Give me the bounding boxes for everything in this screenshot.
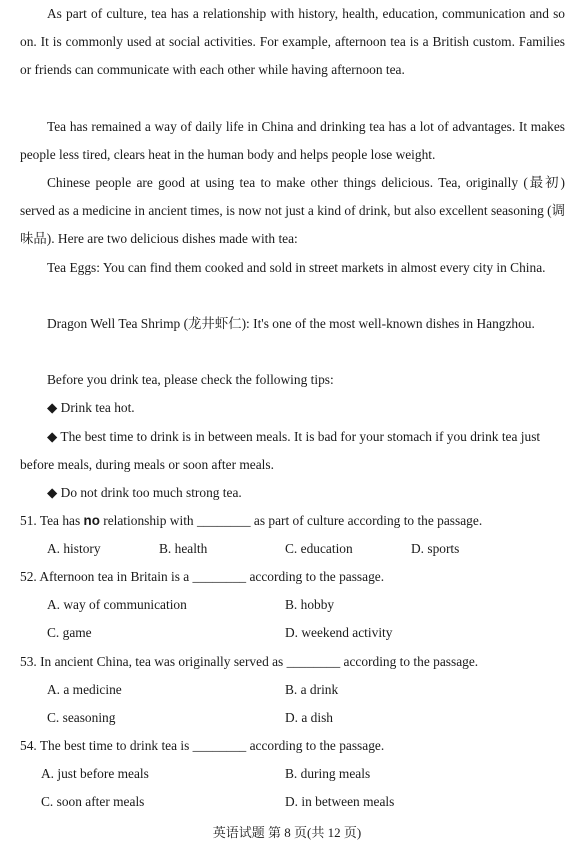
tip-2: ◆ The best time to drink is in between meals. It is bad for your stomach if you drink tea just before meals, during meals or soon after meals. — [20, 429, 541, 473]
passage-paragraph-1: As part of culture, tea has a relationship with history, health, education, communication and so on. It is commonly used at social activities. For example, afternoon tea is a British custom. Families or friends can communicate with each other while having afternoon tea. — [20, 6, 565, 78]
q54-option-b[interactable]: B. during meals — [285, 766, 371, 781]
question-51-text-post: relationship with ________ as part of culture according to the passage. — [99, 513, 483, 528]
question-51 — [20, 511, 565, 531]
passage-paragraph-4: Tea Eggs: You can find them cooked and sold in street markets in almost every city in China. — [47, 260, 546, 275]
passage-paragraph-6: Before you drink tea, please check the following tips: — [47, 372, 334, 387]
tip-3: ◆ Do not drink too much strong tea. — [47, 485, 242, 500]
page-footer: 英语试题 第 8 页(共 12 页) — [212, 825, 362, 840]
q51-option-d[interactable]: D. sports — [411, 541, 460, 556]
question-52: 52. Afternoon tea in Britain is a ________ according to the passage. — [20, 569, 385, 584]
q51-option-c[interactable]: C. education — [285, 541, 353, 556]
q53-option-b[interactable]: B. a drink — [285, 682, 339, 697]
q53-option-c[interactable]: C. seasoning — [47, 710, 116, 725]
q52-option-c[interactable]: C. game — [47, 625, 92, 640]
question-53: 53. In ancient China, tea was originally served as ________ according to the passage. — [20, 654, 479, 669]
passage-paragraph-3: Chinese people are good at using tea to make other things delicious. Tea, originally (最初) served as a medicine in ancient times, is now not just a kind of drink, but also excellent seasoning (调味品). Here are two delicious dishes made with tea: — [20, 175, 565, 247]
passage-paragraph-5: Dragon Well Tea Shrimp (龙井虾仁): It's one of the most well-known dishes in Hangzhou. — [47, 316, 535, 331]
passage-paragraph-2: Tea has remained a way of daily life in China and drinking tea has a lot of advantages. It makes people less tired, clears heat in the human body and helps people lose weight. — [20, 119, 565, 163]
q54-option-a[interactable]: A. just before meals — [41, 766, 149, 781]
q54-option-c[interactable]: C. soon after meals — [41, 794, 145, 809]
q51-option-a[interactable]: A. history — [47, 541, 101, 556]
question-51-emphasis: no — [83, 513, 100, 528]
question-54: 54. The best time to drink tea is ________ according to the passage. — [20, 738, 385, 753]
q54-option-d[interactable]: D. in between meals — [285, 794, 395, 809]
tip-1: ◆ Drink tea hot. — [47, 400, 135, 415]
q51-option-b[interactable]: B. health — [159, 541, 208, 556]
q52-option-b[interactable]: B. hobby — [285, 597, 335, 612]
q52-option-d[interactable]: D. weekend activity — [285, 625, 393, 640]
question-51-text-pre: 51. Tea has — [20, 513, 84, 528]
q53-option-d[interactable]: D. a dish — [285, 710, 333, 725]
q52-option-a[interactable]: A. way of communication — [47, 597, 187, 612]
q53-option-a[interactable]: A. a medicine — [47, 682, 122, 697]
